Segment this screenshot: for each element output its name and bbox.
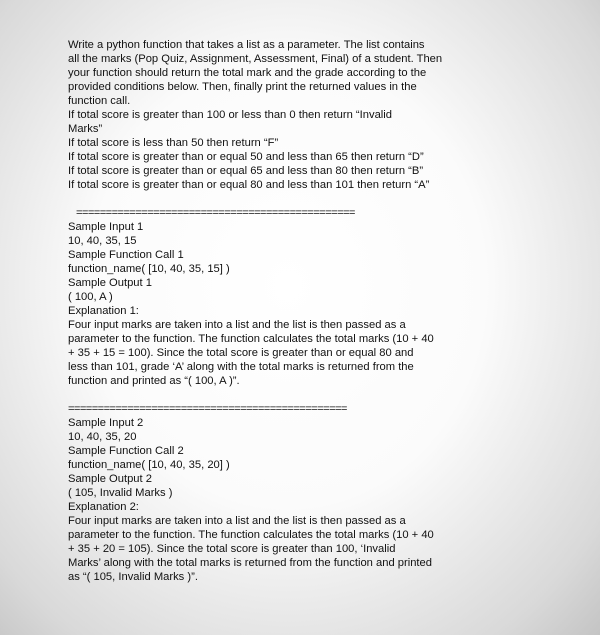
problem-line: function call.	[68, 95, 131, 107]
sample-call-value: function_name( [10, 40, 35, 20] )	[68, 459, 230, 471]
sample-1	[68, 220, 488, 388]
sample-call-label: Sample Function Call 2	[68, 445, 184, 457]
explanation-line: Four input marks are taken into a list and the list is then passed as a	[68, 515, 406, 527]
condition-line: If total score is less than 50 then return “F”	[68, 137, 279, 149]
problem-line: provided conditions below. Then, finally print the returned values in the	[68, 81, 417, 93]
separator: ===============================================	[76, 207, 355, 219]
assignment-document	[68, 38, 488, 584]
condition-line: If total score is greater than or equal 80 and less than 101 then return “A”	[68, 179, 430, 191]
problem-line: all the marks (Pop Quiz, Assignment, Assessment, Final) of a student. Then	[68, 53, 443, 65]
sample-call-value: function_name( [10, 40, 35, 15] )	[68, 263, 230, 275]
sample-output-value: ( 100, A )	[68, 291, 113, 303]
problem-line: your function should return the total mark and the grade according to the	[68, 67, 427, 79]
problem-line: Write a python function that takes a list as a parameter. The list contains	[68, 39, 425, 51]
sample-input-label: Sample Input 2	[68, 417, 144, 429]
sample-output-value: ( 105, Invalid Marks )	[68, 487, 173, 499]
explanation-label: Explanation 2:	[68, 501, 139, 513]
condition-line: If total score is greater than 100 or less than 0 then return “Invalid	[68, 109, 392, 121]
separator: ===============================================	[68, 403, 347, 415]
explanation-line: function and printed as “( 100, A )”.	[68, 375, 240, 387]
sample-2	[68, 416, 488, 584]
sample-input-value: 10, 40, 35, 15	[68, 235, 137, 247]
explanation-label: Explanation 1:	[68, 305, 139, 317]
sample-output-label: Sample Output 1	[68, 277, 152, 289]
condition-line: If total score is greater than or equal 50 and less than 65 then return “D”	[68, 151, 424, 163]
explanation-line: Four input marks are taken into a list and the list is then passed as a	[68, 319, 406, 331]
explanation-line: + 35 + 20 = 105). Since the total score is greater than 100, ‘Invalid	[68, 543, 396, 555]
sample-input-label: Sample Input 1	[68, 221, 144, 233]
explanation-line: parameter to the function. The function calculates the total marks (10 + 40	[68, 529, 434, 541]
sample-call-label: Sample Function Call 1	[68, 249, 184, 261]
sample-input-value: 10, 40, 35, 20	[68, 431, 137, 443]
explanation-line: as “( 105, Invalid Marks )”.	[68, 571, 198, 583]
explanation-line: + 35 + 15 = 100). Since the total score is greater than or equal 80 and	[68, 347, 414, 359]
explanation-line: Marks’ along with the total marks is returned from the function and printed	[68, 557, 432, 569]
explanation-line: less than 101, grade ‘A’ along with the total marks is returned from the	[68, 361, 414, 373]
condition-line: Marks”	[68, 123, 103, 135]
sample-output-label: Sample Output 2	[68, 473, 152, 485]
problem-statement	[68, 38, 488, 192]
explanation-line: parameter to the function. The function calculates the total marks (10 + 40	[68, 333, 434, 345]
condition-line: If total score is greater than or equal 65 and less than 80 then return “B”	[68, 165, 424, 177]
